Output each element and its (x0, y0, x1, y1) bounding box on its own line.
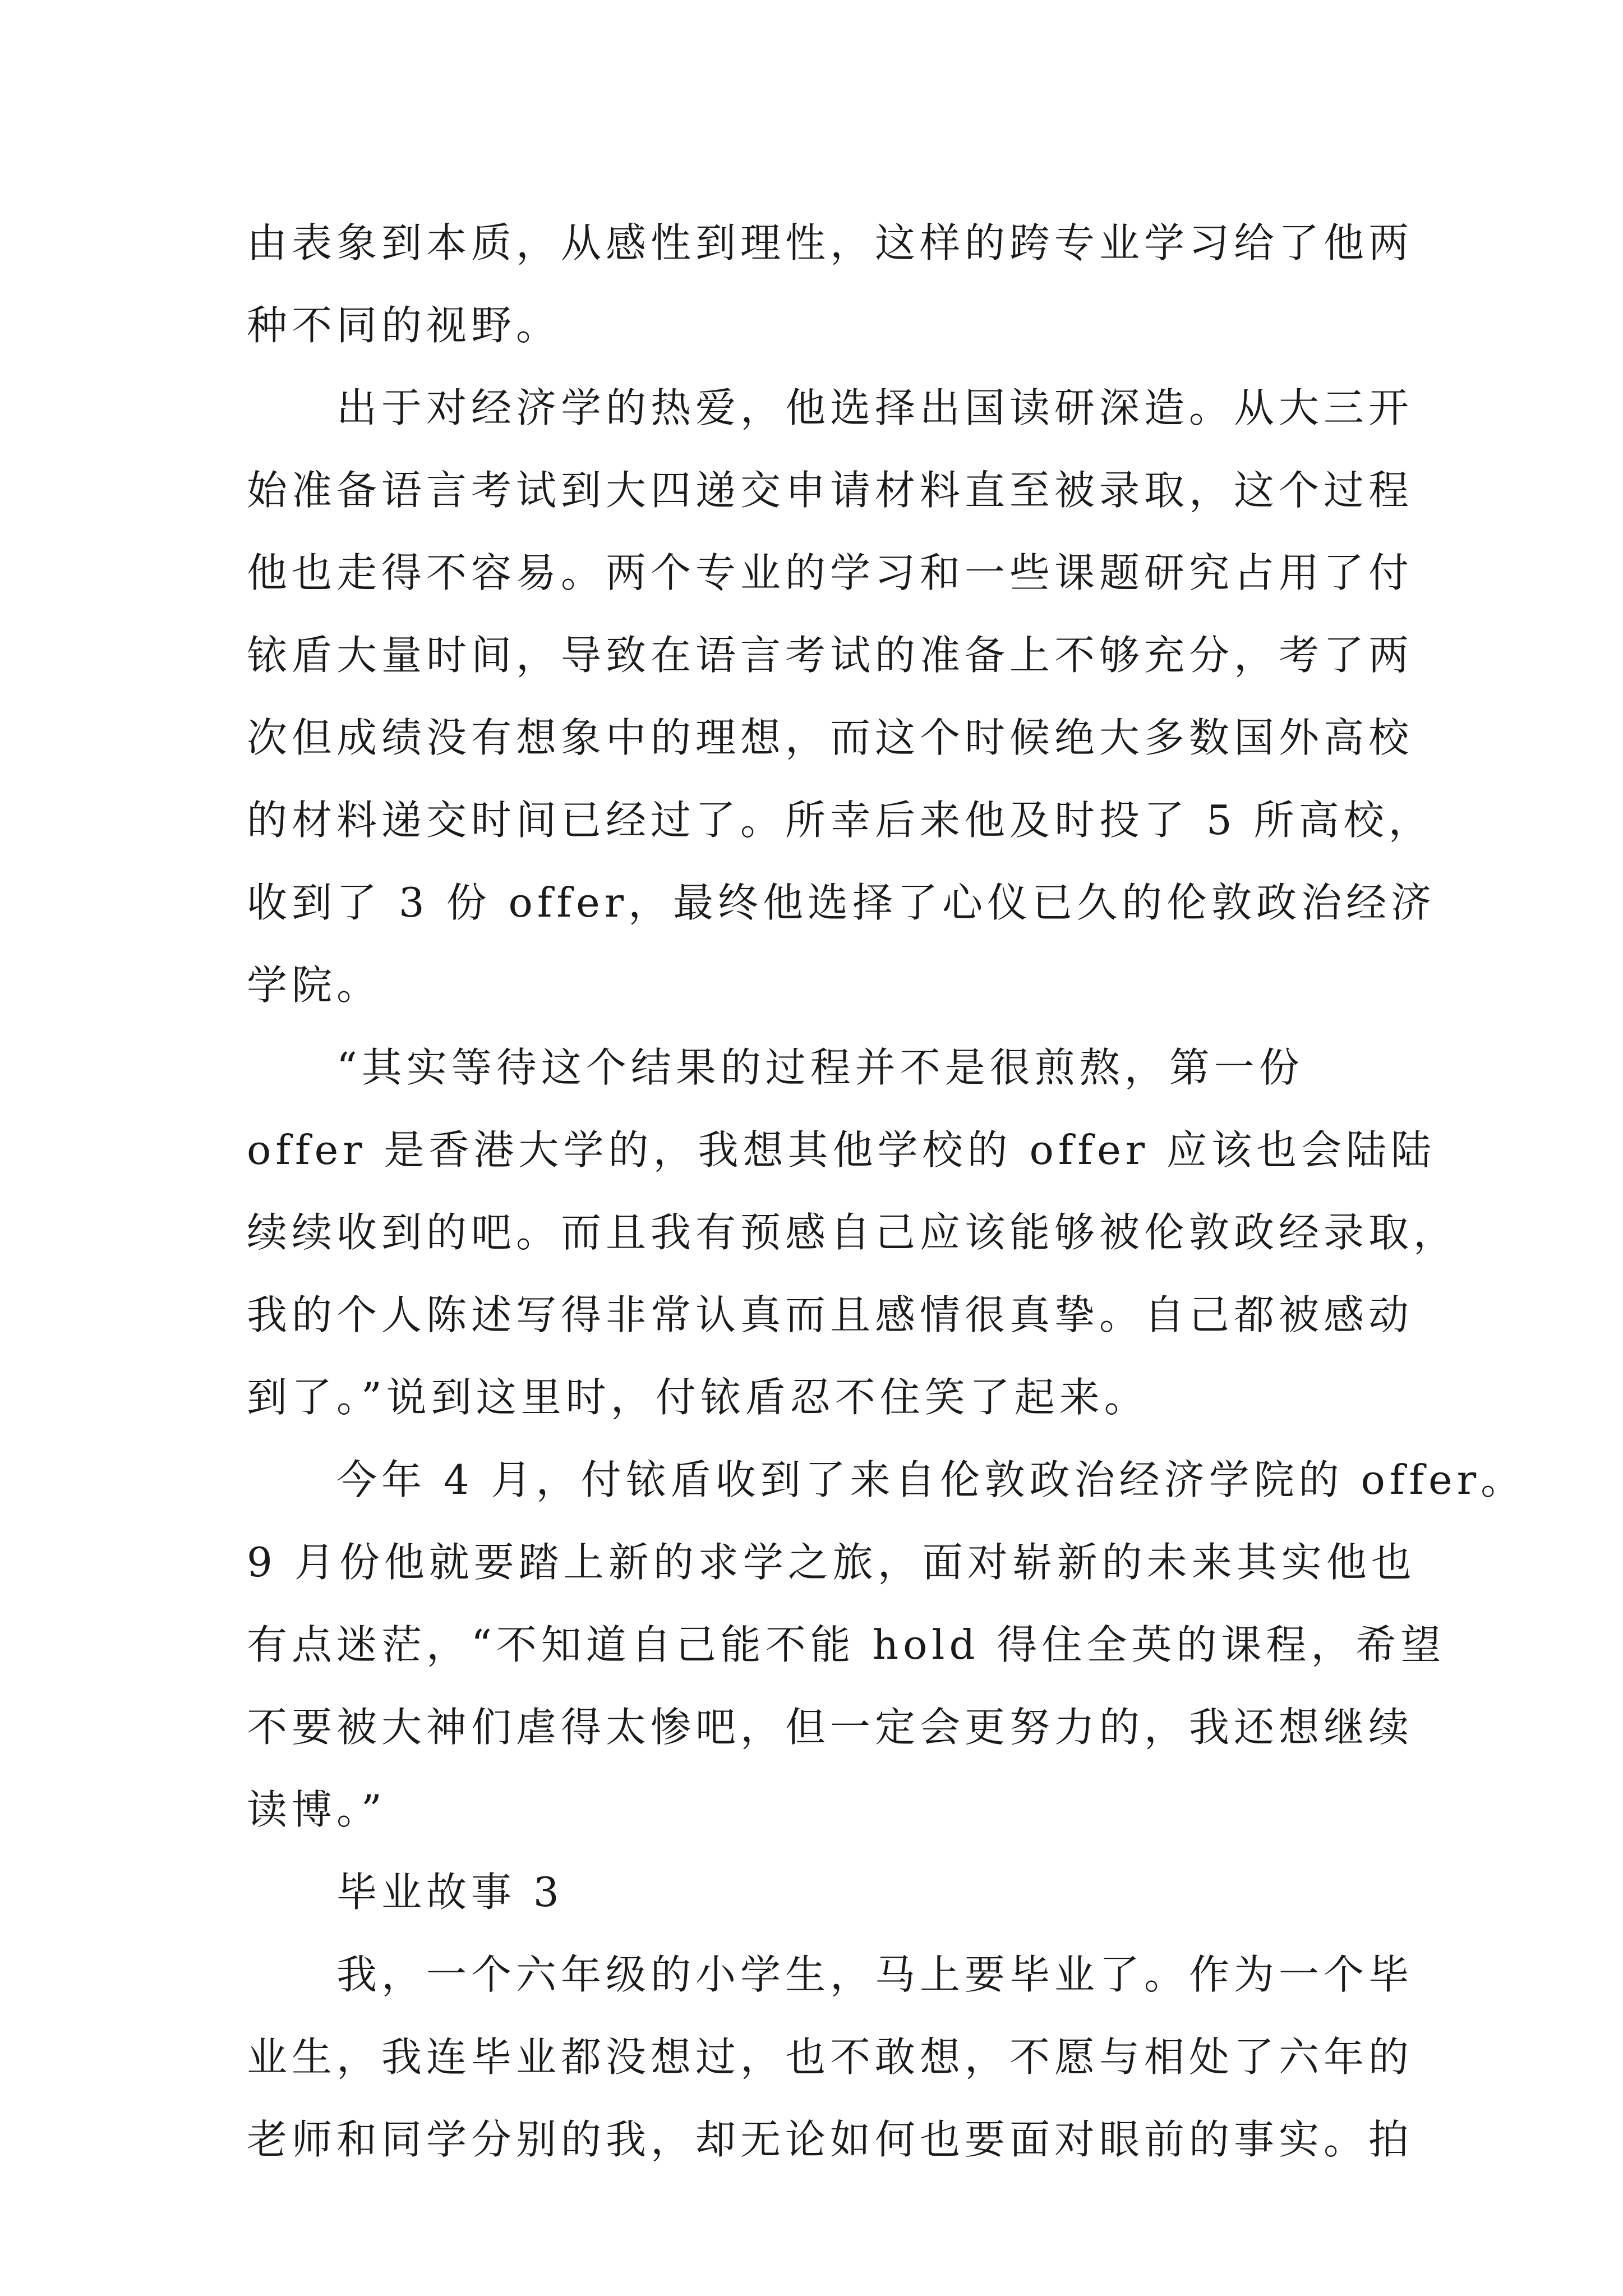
text-line-23: 业生，我连毕业都没想过，也不敢想，不愿与相处了六年的 (247, 2033, 1414, 2081)
text-line-1: 由表象到本质，从感性到理性，这样的跨专业学习给了他两 (247, 219, 1414, 266)
text-line-22: 我，一个六年级的小学生，马上要毕业了。作为一个毕 (247, 1951, 1414, 1998)
text-line-16: 今年 4 月，付铱盾收到了来自伦敦政治经济学院的 offer。 (247, 1456, 1526, 1503)
text-line-4: 始准备语言考试到大四递交申请材料直至被录取，这个过程 (247, 467, 1414, 514)
text-line-20: 读博。” (247, 1786, 386, 1833)
text-line-17: 9 月份他就要踏上新的求学之旅，面对崭新的未来其实他也 (247, 1539, 1416, 1586)
text-line-7: 次但成绩没有想象中的理想，而这个时候绝大多数国外高校 (247, 714, 1414, 761)
text-line-13: 续续收到的吧。而且我有预感自己应该能够被伦敦政经录取， (247, 1209, 1459, 1256)
text-line-14: 我的个人陈述写得非常认真而且感情很真挚。自己都被感动 (247, 1291, 1414, 1338)
text-line-3: 出于对经济学的热爱，他选择出国读研深造。从大三开 (247, 384, 1414, 431)
text-line-10: 学院。 (247, 961, 382, 1009)
text-line-2: 种不同的视野。 (247, 302, 561, 349)
text-line-9: 收到了 3 份 offer，最终他选择了心仪已久的伦敦政治经济 (247, 879, 1436, 926)
text-line-11: “其实等待这个结果的过程并不是很煎熬，第一份 (247, 1044, 1304, 1091)
text-line-5: 他也走得不容易。两个专业的学习和一些课题研究占用了付 (247, 549, 1414, 596)
text-line-12: offer 是香港大学的，我想其他学校的 offer 应该也会陆陆 (247, 1126, 1436, 1174)
document-body (247, 202, 1526, 2181)
text-line-6: 铱盾大量时间，导致在语言考试的准备上不够充分，考了两 (247, 632, 1414, 679)
text-line-19: 不要被大神们虐得太惨吧，但一定会更努力的，我还想继续 (247, 1704, 1414, 1751)
text-line-8: 的材料递交时间已经过了。所幸后来他及时投了 5 所高校， (247, 797, 1433, 844)
text-line-18: 有点迷茫，“不知道自己能不能 hold 得住全英的课程，希望 (247, 1621, 1446, 1668)
text-line-24: 老师和同学分别的我，却无论如何也要面对眼前的事实。拍 (247, 2116, 1414, 2163)
section-heading: 毕业故事 3 (247, 1869, 564, 1916)
text-line-15: 到了。”说到这里时，付铱盾忍不住笑了起来。 (247, 1374, 1149, 1421)
